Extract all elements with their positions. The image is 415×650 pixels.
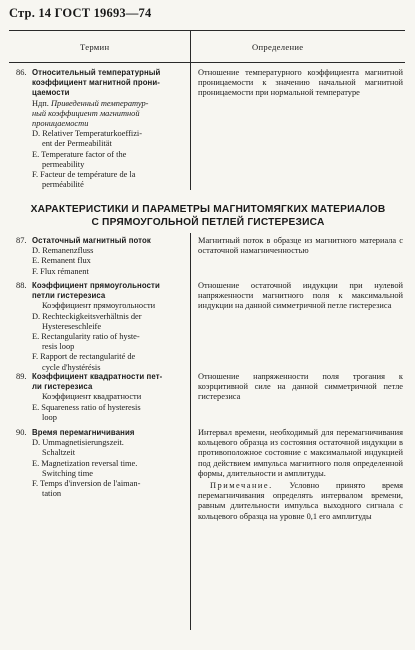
term-entry-89: [16, 372, 184, 423]
term-entry-87: [16, 236, 184, 277]
term-title-line: цаемости: [32, 88, 70, 98]
english-equivalent: resis loop: [42, 342, 75, 352]
term-title-line: ли гистерезиса: [32, 382, 93, 392]
column-divider-87-90: [190, 233, 191, 630]
section-title-line: ХАРАКТЕРИСТИКИ И ПАРАМЕТРЫ МАГНИТОМЯГКИХ МАТЕРИАЛОВ: [30, 204, 386, 215]
short-term: Коэффициент прямоугольности: [42, 301, 156, 311]
term-number: 87.: [16, 236, 27, 245]
term-title-line: Относительный температурный: [32, 68, 161, 77]
english-equivalent: E. Magnetization reversal time.: [32, 458, 138, 468]
short-term: Коэффициент квадратности: [42, 392, 142, 402]
section-title: [8, 203, 408, 229]
german-equivalent: D. Remanenzfluss: [32, 246, 94, 256]
term-title-line: Коэффициент квадратности пет-: [32, 372, 163, 381]
definition-88: Отношение остаточной индукции при нулевой напряженности магнитного поля к максимальной индукции на данной симметричной петле гистерезиса: [198, 281, 403, 311]
english-equivalent: loop: [42, 412, 57, 422]
column-divider-header: [190, 30, 191, 62]
deprecated-term-text: ный коэффициент магнитной: [32, 108, 140, 118]
definition-text: Интервал времени, необходимый для перемагничивания кольцевого образца из состояния остаточной индукции в противоположное состояние с максимальной индукцией под действием импульса магнитного поля определенной формы, длительности и амплитуды.: [198, 428, 403, 478]
column-divider-86: [190, 62, 191, 190]
deprecated-term-text: проницаемости: [32, 119, 89, 129]
definition-89: Отношение напряженности поля трогания к коэрцитивной силе на данной симметричной петле гистерезиса: [198, 372, 403, 402]
german-equivalent: Schaltzeit: [42, 448, 76, 458]
french-equivalent: F. Flux rémanent: [32, 266, 89, 276]
french-equivalent: perméabilité: [42, 180, 84, 190]
term-title-line: Время перемагничивания: [32, 428, 135, 437]
note-text: Условно принято время перемагничивания определять интервалом времени, равным длительности импульса выходного сигнала с кольцевого образца на уровне 0,1 его амплитуды: [198, 481, 403, 521]
definition-87: Магнитный поток в образце из магнитного материала с остаточной намагниченностью: [198, 236, 403, 256]
table-top-rule: [9, 30, 405, 31]
french-equivalent: F. Rapport de rectangularité de: [32, 352, 136, 362]
term-number: 90.: [16, 428, 27, 437]
french-equivalent: tation: [42, 489, 62, 499]
table-header-rule: [9, 62, 405, 63]
section-title-line: С ПРЯМОУГОЛЬНОЙ ПЕТЛЕЙ ГИСТЕРЕЗИСА: [91, 217, 325, 228]
english-equivalent: E. Rectangularity ratio of hyste-: [32, 332, 140, 342]
term-number: 89.: [16, 372, 27, 381]
term-entry-90: [16, 428, 184, 499]
page-header: Стр. 14 ГОСТ 19693—74: [9, 6, 152, 20]
definition-86: Отношение температурного коэффициента магнитной проницаемости к значению начальной магнитной проницаемости при нормальной температуре: [198, 68, 403, 98]
english-equivalent: E. Temperature factor of the: [32, 149, 127, 159]
german-equivalent: D. Ummagnetisierungszeit.: [32, 438, 124, 448]
column-header-term: Термин: [80, 42, 110, 52]
term-title-line: Коэффициент прямоугольности: [32, 281, 160, 290]
french-equivalent: cycle d'hystérésis: [42, 362, 101, 372]
german-equivalent: ent der Permeabilität: [42, 139, 112, 149]
deprecated-term: [32, 99, 184, 109]
english-equivalent: E. Remanent flux: [32, 256, 91, 266]
term-title-line: петли гистерезиса: [32, 291, 106, 301]
term-title-line: Остаточный магнитный поток: [32, 236, 151, 245]
deprecated-label: Ндп.: [32, 98, 49, 108]
german-equivalent: D. Rechteckigkeitsverhältnis der: [32, 311, 142, 321]
definition-note: [198, 481, 403, 522]
term-entry-88: [16, 281, 184, 373]
note-label: Примечание.: [210, 481, 273, 491]
definition-90: [198, 428, 403, 522]
deprecated-term-text: Приведенный температур-: [50, 98, 149, 108]
term-title-line: коэффициент магнитной прони-: [32, 78, 160, 88]
term-number: 86.: [16, 68, 27, 77]
english-equivalent: E. Squareness ratio of hysteresis: [32, 402, 141, 412]
english-equivalent: permeability: [42, 159, 85, 169]
term-entry-86: [16, 68, 184, 190]
term-number: 88.: [16, 281, 27, 290]
column-header-definition: Определение: [252, 42, 304, 52]
german-equivalent: Hystereseschleife: [42, 321, 102, 331]
french-equivalent: F. Temps d'inversion de l'aiman-: [32, 479, 141, 489]
german-equivalent: D. Relativer Temperaturkoeffizi-: [32, 129, 143, 139]
english-equivalent: Switching time: [42, 468, 93, 478]
french-equivalent: F. Facteur de température de la: [32, 170, 136, 180]
